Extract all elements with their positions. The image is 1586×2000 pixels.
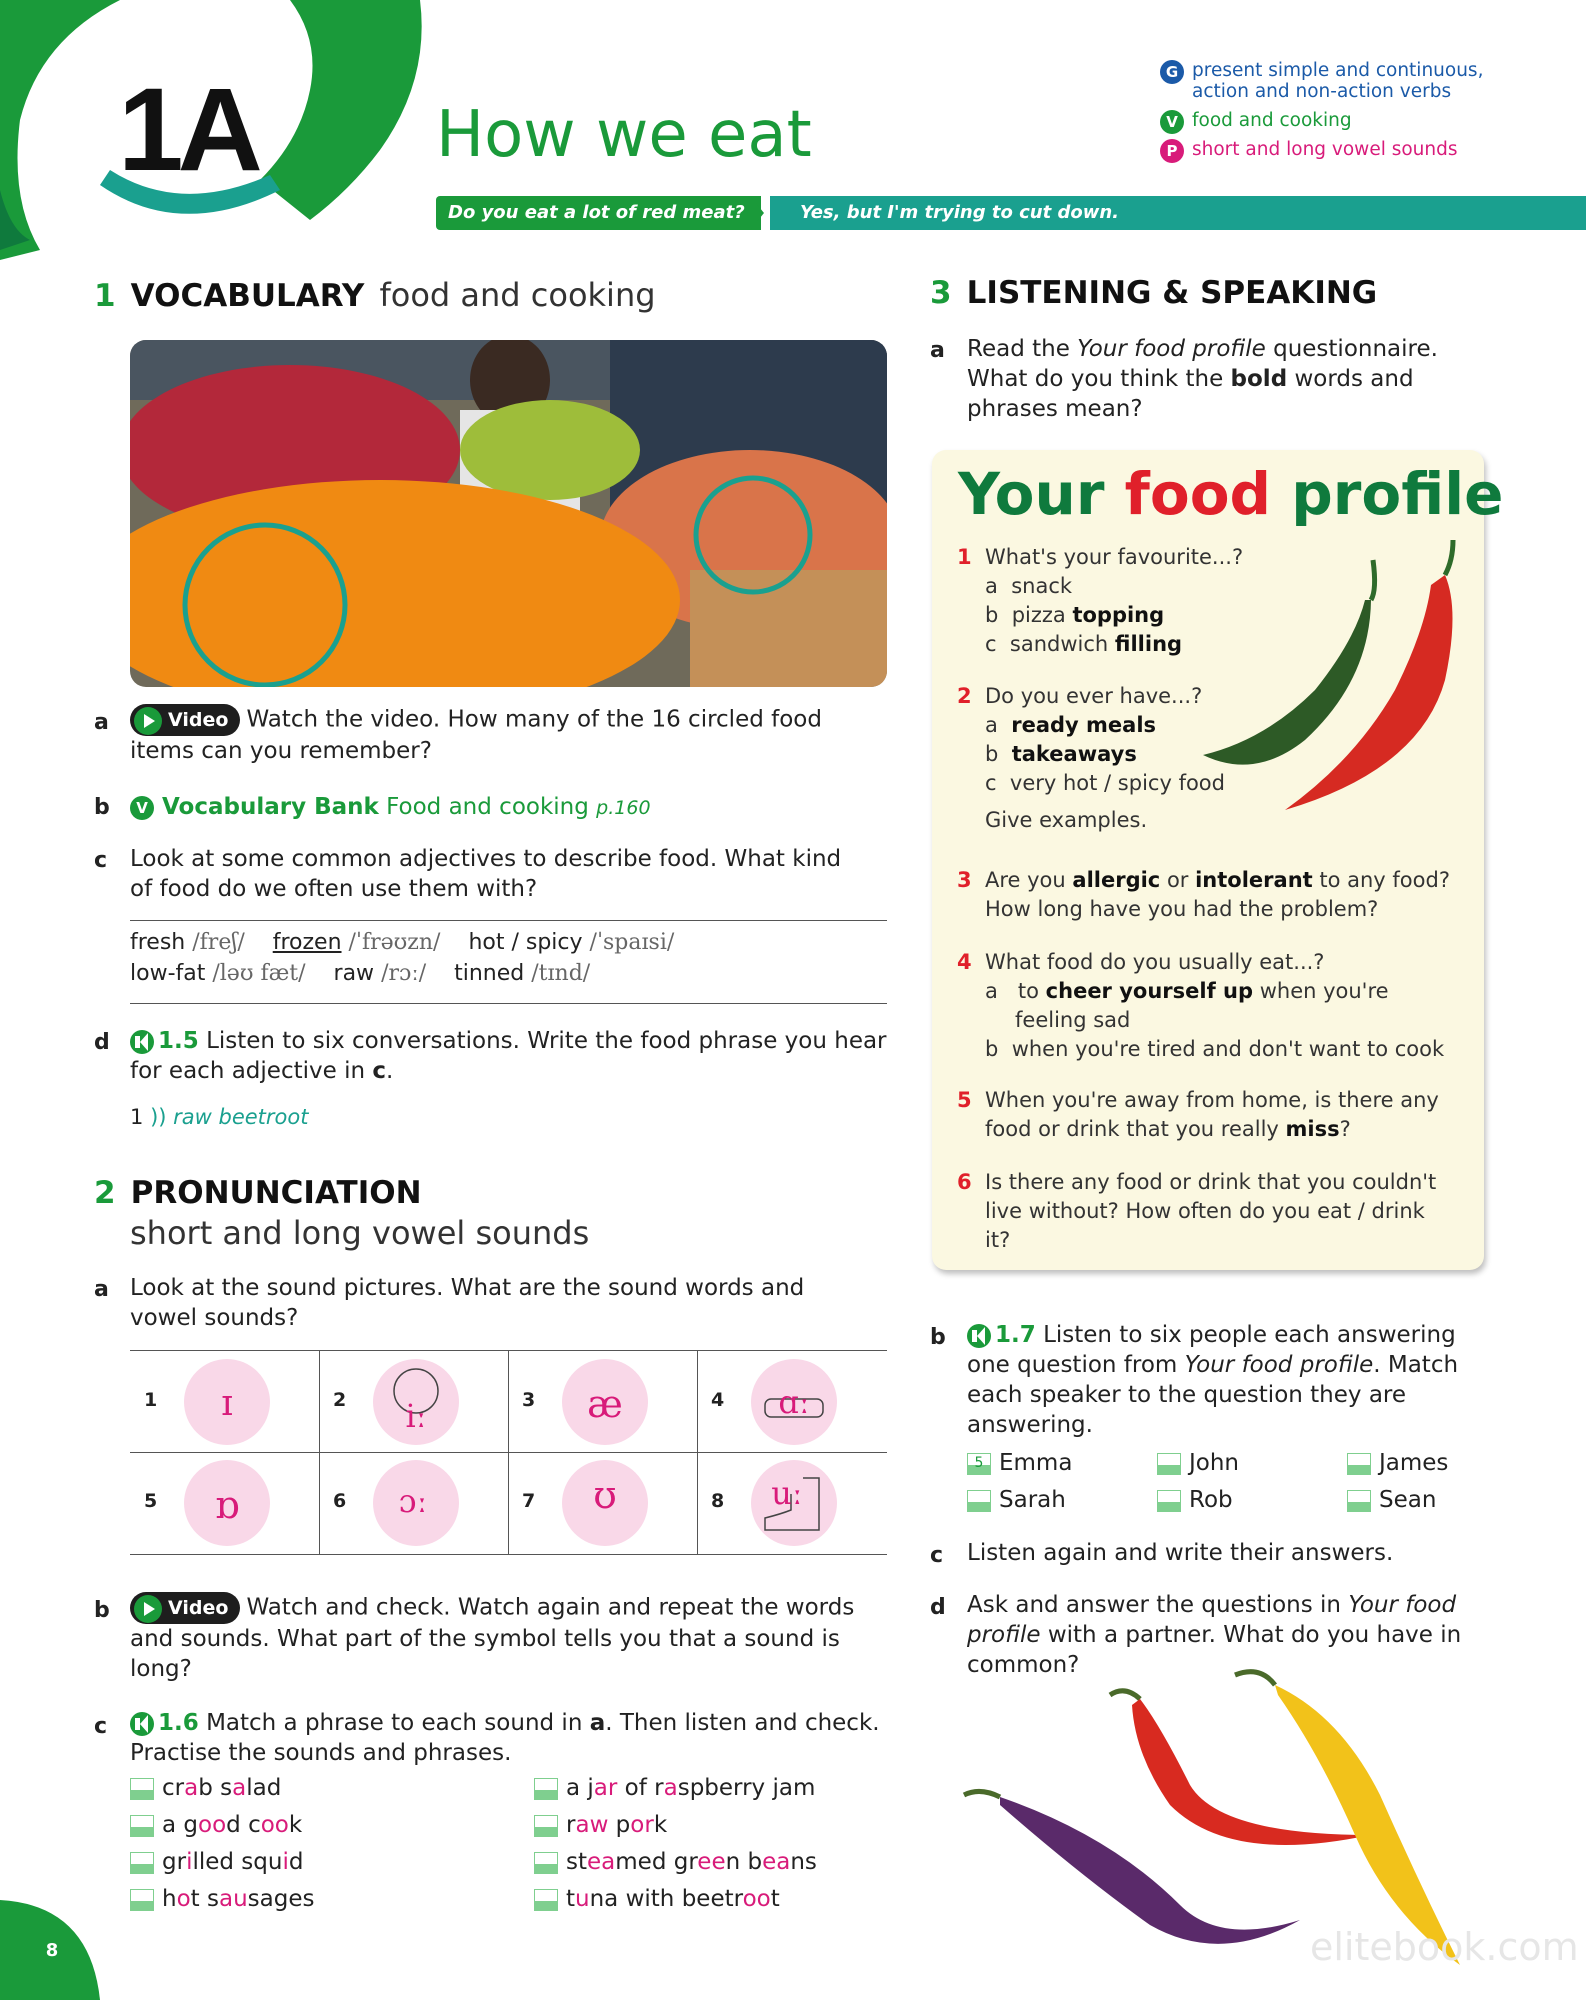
sound-symbol: ɒ [214, 1483, 240, 1527]
sound-symbol: ɪ [221, 1383, 233, 1424]
text-part: or [1160, 868, 1196, 892]
unit-number: 1A [118, 64, 257, 196]
adjective-ipa: /tɪnd/ [531, 961, 591, 986]
question-text: What food do you usually eat...? [985, 950, 1325, 974]
instruction-text: Listen to six conversations. Write the food phrase you hear for each adjective in [130, 1028, 887, 1084]
phrase-text: t s [190, 1886, 219, 1912]
instruction-text: Match a phrase to each sound in [206, 1710, 590, 1736]
section-3-heading [930, 275, 1377, 311]
video-button[interactable] [130, 1592, 240, 1624]
speaker-item [1347, 1487, 1436, 1513]
item-letter: d [94, 1030, 110, 1055]
section-subtitle: short and long vowel sounds [130, 1214, 590, 1252]
item-letter: b [94, 795, 110, 820]
option-text: when you're feeling sad [1015, 979, 1389, 1032]
phrase-text: d [288, 1849, 304, 1875]
option-bold: ready meals [1011, 713, 1157, 737]
option-a: a ready meals [985, 713, 1157, 737]
option-text: sandwich [1009, 632, 1115, 656]
sound-symbol: ɔː [398, 1482, 428, 1520]
vowel-highlight: o [176, 1886, 191, 1912]
phrase-text: n b [725, 1849, 763, 1875]
item-letter: d [930, 1595, 946, 1620]
vowel-highlight: i [282, 1849, 289, 1875]
phrase-text: a g [162, 1812, 199, 1838]
header-answer: Yes, but I'm trying to cut down. [800, 202, 1120, 223]
instruction-text-end: . Then listen and check. Practise the sounds and phrases. [130, 1710, 880, 1766]
question-text: Is there any food or drink that you couldn't live without? How often do you eat / drink it? [985, 1170, 1437, 1252]
vocabulary-bank-link[interactable]: Vocabulary Bank [162, 794, 379, 820]
text-part: Listen to six people each answering one question from [967, 1322, 1456, 1378]
phrase-text: ns [790, 1849, 817, 1875]
phrase-text: d c [226, 1812, 261, 1838]
header-question: Do you eat a lot of red meat? [436, 196, 761, 230]
vowel-highlight: oo [742, 1886, 771, 1912]
adjectives-row-1 [130, 927, 887, 958]
phrase-item [534, 1849, 817, 1875]
phrase-text: h [162, 1886, 177, 1912]
page-number-badge [0, 1900, 100, 2000]
profile-question-3 [957, 866, 1457, 924]
profile-question-6 [957, 1168, 1437, 1255]
checkbox[interactable] [534, 1815, 558, 1837]
phrase-text: lled squ [192, 1849, 283, 1875]
section-3b-text [967, 1320, 1492, 1440]
text-part: questionnaire. What do you think the [967, 336, 1438, 392]
example-text: raw beetroot [173, 1105, 309, 1129]
item-letter: a [930, 338, 945, 363]
adjectives-box [130, 920, 887, 1004]
audio-icon[interactable] [967, 1324, 991, 1348]
sound-cell [319, 1351, 508, 1452]
text-part: ? [1339, 1117, 1351, 1141]
fish-icon [184, 1359, 270, 1445]
sound-cell [508, 1452, 697, 1553]
section-2c-text [130, 1708, 890, 1768]
phrase-text: a j [566, 1775, 594, 1801]
text-part: to any food? How long have you had the problem? [985, 868, 1450, 921]
vocabulary-badge-icon: V [1160, 110, 1184, 134]
answer-box[interactable] [1157, 1490, 1181, 1512]
adjective-word: fresh [130, 930, 186, 955]
sound-cell [130, 1351, 319, 1452]
objective-grammar [1160, 60, 1532, 102]
phrase-item [534, 1886, 780, 1912]
question-extra: Give examples. [985, 808, 1148, 832]
answer-box[interactable] [967, 1490, 991, 1512]
text-part: Read the [967, 336, 1078, 362]
option-text: when you're tired and don't want to cook [1011, 1037, 1445, 1061]
sound-pictures-table [130, 1350, 887, 1555]
adjective-ipa: /ˈfrəʊzn/ [348, 930, 441, 955]
question-text: What's your favourite...? [985, 545, 1244, 569]
play-icon [134, 1595, 162, 1623]
option-bold: topping [1072, 603, 1165, 627]
speaker-item [1157, 1450, 1239, 1476]
checkbox[interactable] [534, 1778, 558, 1800]
vowel-highlight: au [218, 1886, 248, 1912]
phrase-item [534, 1775, 815, 1801]
speaker-item [1157, 1487, 1233, 1513]
phrase-text: lad [246, 1775, 282, 1801]
objective-pronunciation [1160, 139, 1458, 163]
checkbox[interactable] [130, 1815, 154, 1837]
sound-number: 8 [711, 1490, 725, 1512]
phrase-text: spberry jam [677, 1775, 816, 1801]
page-reference: p.160 [596, 797, 651, 819]
video-label: Video [168, 1597, 229, 1619]
section-number: 2 [94, 1175, 116, 1211]
title-part-highlight: food [1124, 460, 1272, 528]
bold-ref: c [372, 1058, 386, 1084]
profile-question-4 [957, 948, 1457, 1064]
car-icon [751, 1359, 837, 1445]
vowel-highlight: ee [697, 1849, 726, 1875]
phrase-text: gr [162, 1849, 187, 1875]
section-1b-text [130, 792, 651, 823]
sound-cell [508, 1351, 697, 1452]
speaker-name: Sean [1379, 1487, 1437, 1513]
text-part: . Match each speaker to the question they are answering. [967, 1352, 1459, 1438]
vowel-highlight: a [232, 1775, 247, 1801]
text-bold: bold [1230, 366, 1288, 392]
adjective-ipa: /ləʊ fæt/ [212, 961, 306, 986]
section-1a-text [130, 704, 890, 766]
sound-cell [319, 1452, 508, 1553]
track-number: 1.5 [158, 1028, 199, 1054]
question-text: Do you ever have...? [985, 684, 1203, 708]
section-subtitle: food and cooking [379, 276, 656, 314]
vowel-highlight: a [184, 1775, 199, 1801]
vowel-highlight: a [663, 1775, 678, 1801]
option-text: to [1017, 979, 1046, 1003]
phrase-text: t [770, 1886, 780, 1912]
horse-icon [373, 1460, 459, 1546]
phrase-text: t [566, 1886, 576, 1912]
question-number: 3 [957, 868, 972, 892]
adjective-word: tinned [454, 961, 525, 986]
item-letter: a [94, 710, 109, 735]
adjective-ipa: /rɔː/ [381, 961, 427, 986]
section-2a-text: Look at the sound pictures. What are the sound words and vowel sounds? [130, 1275, 805, 1331]
item-letter: c [930, 1543, 944, 1568]
option-c: c very hot / spicy food [985, 771, 1225, 795]
question-text [985, 1086, 1457, 1144]
vowel-highlight: ea [762, 1849, 791, 1875]
question-text [985, 866, 1457, 924]
section-3a-text [967, 334, 1487, 424]
text-part: with a partner. What do you have in common? [967, 1622, 1462, 1678]
text-part: words and phrases mean? [967, 366, 1414, 422]
phrase-item [130, 1849, 303, 1875]
option-text: pizza [1011, 603, 1073, 627]
item-letter: a [94, 1277, 109, 1302]
sound-waves-icon: )) [150, 1105, 167, 1129]
sound-number: 5 [144, 1490, 158, 1512]
video-label: Video [168, 709, 229, 731]
phrase-text: b s [198, 1775, 233, 1801]
phrase-item [130, 1812, 302, 1838]
profile-question-5 [957, 1086, 1457, 1144]
vowel-highlight: aw [575, 1812, 609, 1838]
clock-icon [184, 1460, 270, 1546]
vowel-highlight: ar [593, 1775, 618, 1801]
sound-symbol: æ [587, 1382, 623, 1426]
title-part: Your [958, 460, 1125, 528]
text-italic: Your food profile [967, 1592, 1457, 1648]
objective-vocabulary-text: food and cooking [1192, 110, 1352, 131]
track-number: 1.6 [158, 1710, 199, 1736]
adjective-word: frozen [272, 930, 342, 955]
section-2-heading [94, 1175, 422, 1211]
adjective-ipa: /ˈspaɪsi/ [589, 930, 675, 955]
answer-box[interactable] [1347, 1490, 1371, 1512]
sound-cell [697, 1452, 886, 1553]
adjective-word: hot / spicy [468, 930, 583, 955]
speaker-item [1347, 1450, 1448, 1476]
section-number: 3 [930, 275, 952, 311]
market-photo [130, 340, 887, 687]
vowel-highlight: or [630, 1812, 654, 1838]
adjectives-row-2 [130, 958, 887, 989]
header-question-arrow [750, 196, 764, 230]
phrase-text: med gr [615, 1849, 698, 1875]
adjective-word: raw [333, 961, 375, 986]
option-text: snack [1011, 574, 1073, 598]
grammar-badge-icon: G [1160, 60, 1184, 84]
instruction-text: Watch and check. Watch again and repeat the words and sounds. What part of the symbol tells you that a sound is long? [130, 1594, 855, 1682]
phrase-item [130, 1886, 314, 1912]
audio-icon[interactable] [130, 1030, 154, 1054]
phrase-text: k [288, 1812, 303, 1838]
audio-icon[interactable] [130, 1712, 154, 1736]
profile-question-1 [957, 543, 1457, 659]
option-b: b takeaways [985, 742, 1137, 766]
answer-box[interactable] [1157, 1453, 1181, 1475]
text-italic: Your food profile [1077, 336, 1266, 362]
sound-symbol: ʊ [593, 1473, 617, 1517]
vowel-highlight: ea [587, 1849, 616, 1875]
phrase-text: of r [617, 1775, 664, 1801]
option-c: c sandwich filling [985, 632, 1183, 656]
example-number: 1 [130, 1105, 144, 1129]
section-number: 1 [94, 278, 116, 314]
checkbox[interactable] [130, 1889, 154, 1911]
objective-vocabulary [1160, 110, 1352, 134]
checkbox[interactable] [534, 1852, 558, 1874]
checkbox[interactable] [130, 1778, 154, 1800]
text-bold: allergic [1072, 868, 1161, 892]
speaker-item [967, 1450, 1072, 1476]
option-bold: filling [1114, 632, 1183, 656]
adjective-word: low-fat [130, 961, 206, 986]
text-bold: miss [1285, 1117, 1340, 1141]
speaker-name: Rob [1189, 1487, 1233, 1513]
sound-number: 4 [711, 1389, 725, 1411]
question-number: 6 [957, 1170, 972, 1194]
text-bold: intolerant [1195, 868, 1313, 892]
item-letter: c [94, 848, 108, 873]
profile-question-2 [957, 682, 1457, 835]
text-part: Ask and answer the questions in [967, 1592, 1349, 1618]
vowel-highlight: i [186, 1849, 193, 1875]
item-letter: b [94, 1598, 110, 1623]
food-profile-title [958, 460, 1503, 528]
item-letter: b [930, 1325, 946, 1350]
pronunciation-badge-icon: P [1160, 139, 1184, 163]
section-2b-text [130, 1592, 890, 1684]
text-part: Are you [985, 868, 1073, 892]
sound-symbol: ɑː [778, 1383, 810, 1421]
option-a: a snack [985, 574, 1073, 598]
bull-icon [562, 1460, 648, 1546]
cat-icon [562, 1359, 648, 1445]
speaker-item [967, 1487, 1066, 1513]
play-icon [134, 707, 162, 735]
phrase-text: p [608, 1812, 631, 1838]
text-part: When you're away from home, is there any food or drink that you really [985, 1088, 1439, 1141]
example-answer [130, 1105, 308, 1129]
section-title: LISTENING & SPEAKING [966, 275, 1378, 311]
sound-cell [697, 1351, 886, 1452]
vowel-highlight: u [575, 1886, 590, 1912]
sound-number: 6 [333, 1490, 347, 1512]
speaker-name: Emma [999, 1450, 1073, 1476]
phrase-text: na with beetr [589, 1886, 743, 1912]
answer-box[interactable] [1347, 1453, 1371, 1475]
vocabulary-icon: V [130, 796, 154, 820]
option-text: very hot / spicy food [1009, 771, 1225, 795]
speaker-name: John [1189, 1450, 1240, 1476]
section-3c-text: Listen again and write their answers. [967, 1540, 1394, 1566]
question-number: 5 [957, 1088, 972, 1112]
option-b: b pizza topping [985, 603, 1165, 627]
sound-number: 7 [522, 1490, 536, 1512]
phrase-text: cr [162, 1775, 185, 1801]
track-number: 1.7 [995, 1322, 1036, 1348]
sound-symbol: iː [405, 1397, 427, 1435]
phrase-text: sages [247, 1886, 315, 1912]
phrase-text: st [566, 1849, 588, 1875]
objective-pronunciation-text: short and long vowel sounds [1192, 139, 1458, 160]
option-a: a to cheer yourself up when you're feeling sad [985, 979, 1389, 1032]
question-number: 4 [957, 950, 972, 974]
section-1d-text [130, 1026, 890, 1086]
sound-cell [130, 1452, 319, 1553]
text-italic: Your food profile [1184, 1352, 1374, 1378]
section-1c-text: Look at some common adjectives to describe food. What kind of food do we often use them with? [130, 846, 842, 902]
item-letter: c [94, 1714, 108, 1739]
phrase-item [130, 1775, 281, 1801]
bold-ref: a [589, 1710, 606, 1736]
boot-icon [751, 1460, 837, 1546]
speaker-name: James [1379, 1450, 1449, 1476]
phrase-text: r [566, 1812, 576, 1838]
title-part: profile [1271, 460, 1504, 528]
option-bold: takeaways [1011, 742, 1137, 766]
adjective-ipa: /freʃ/ [192, 930, 245, 955]
objective-grammar-text: present simple and continuous, action and non-action verbs [1192, 60, 1484, 102]
checkbox[interactable] [130, 1852, 154, 1874]
tree-icon [373, 1359, 459, 1445]
instruction-text-end: . [386, 1058, 394, 1084]
vowel-highlight: oo [260, 1812, 289, 1838]
checkbox[interactable] [534, 1889, 558, 1911]
fruit-stall-image [130, 340, 887, 687]
section-title: PRONUNCIATION [130, 1175, 422, 1211]
sound-number: 3 [522, 1389, 536, 1411]
sound-number: 2 [333, 1389, 347, 1411]
vocabulary-bank-topic: Food and cooking [386, 794, 589, 820]
unit-title: How we eat [436, 98, 812, 172]
question-number: 2 [957, 684, 972, 708]
section-title: VOCABULARY [130, 278, 365, 314]
instruction-text: Watch the video. How many of the 16 circled food items can you remember? [130, 706, 822, 764]
answer-box[interactable]: 5 [967, 1453, 991, 1475]
watermark-logo: elitebook.com [1310, 1925, 1579, 1969]
section-1-heading [94, 276, 656, 314]
question-number: 1 [957, 545, 972, 569]
phrase-item [534, 1812, 667, 1838]
sound-number: 1 [144, 1389, 158, 1411]
vowel-highlight: oo [198, 1812, 227, 1838]
sound-symbol: uː [771, 1474, 803, 1512]
video-button[interactable] [130, 704, 240, 736]
page-number: 8 [45, 1940, 59, 1961]
phrase-text: k [653, 1812, 668, 1838]
speaker-name: Sarah [999, 1487, 1066, 1513]
option-b: b when you're tired and don't want to cook [985, 1037, 1445, 1061]
option-bold: cheer yourself up [1045, 979, 1254, 1003]
